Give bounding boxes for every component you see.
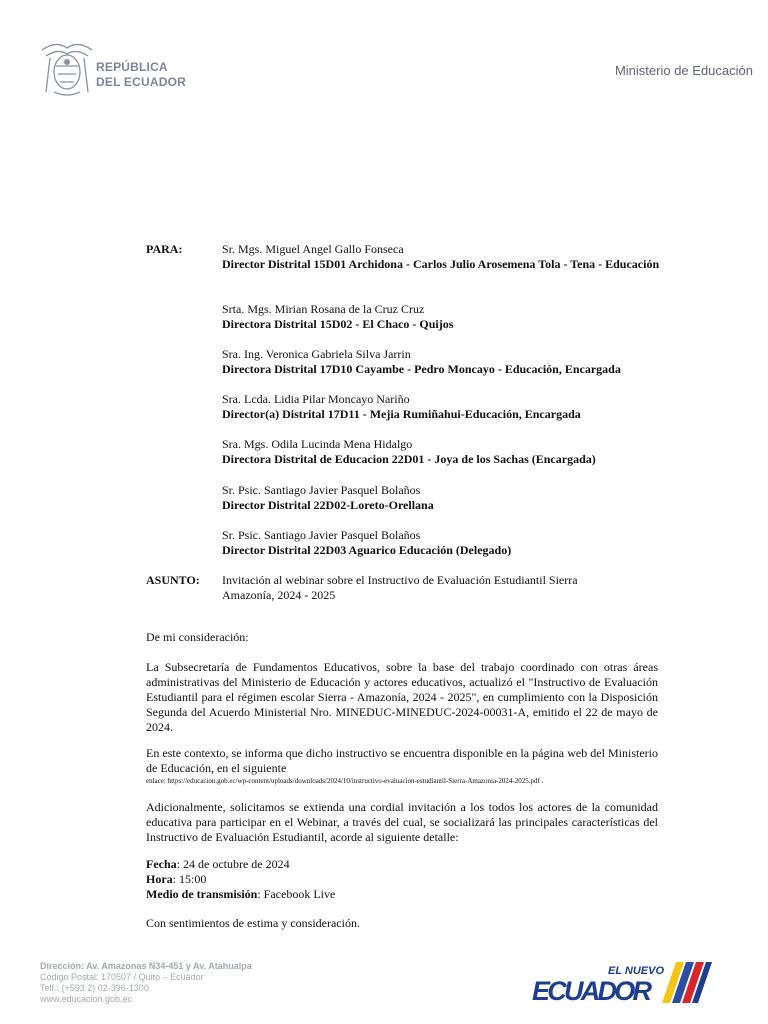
paragraph-2-text: En este contexto, se informa que dicho instructivo se encuentra disponible en la página web del Ministerio de Educación, en el siguiente [146, 746, 658, 775]
recipient-title: Director(a) Distrital 17D11 - Mejia Rumiñahui-Educación, Encargada [222, 407, 581, 421]
recipient-2 [222, 302, 662, 332]
coat-of-arms-logo [36, 36, 98, 98]
hora-value: : 15:00 [172, 872, 207, 886]
closing: Con sentimientos de estima y consideración. [146, 916, 360, 930]
brand-big-text: ECUADOR [532, 976, 652, 1006]
para-label: PARA: [146, 242, 183, 256]
recipient-name: Sra. Lcda. Lidia Pilar Moncayo Nariño [222, 392, 410, 406]
republic-line-1: REPÚBLICA [96, 60, 168, 74]
address-line: Dirección: Av. Amazonas N34-451 y Av. Atahualpa [40, 961, 252, 971]
medio-line [146, 887, 335, 902]
webinar-details [146, 857, 335, 902]
recipient-name: Sr. Psic. Santiago Javier Pasquel Bolaños [222, 528, 421, 542]
recipient-6 [222, 483, 662, 513]
recipient-name: Sra. Ing. Veronica Gabriela Silva Jarrin [222, 347, 411, 361]
fecha-line [146, 857, 335, 872]
recipient-title: Directora Distrital 17D10 Cayambe - Pedro Moncayo - Educación, Encargada [222, 362, 621, 376]
medio-value: : Facebook Live [257, 887, 336, 901]
footer-address [40, 961, 252, 1005]
phone-line: Telf.: (+593 2) 02-396-1300 [40, 983, 149, 993]
recipient-title: Director Distrital 22D02-Loreto-Orellana [222, 498, 434, 512]
recipient-name: Sr. Mgs. Miguel Angel Gallo Fonseca [222, 242, 404, 256]
instructivo-link[interactable]: enlace: https://educacion.gob.ec/wp-content/uploads/downloads/2024/10/instructivo-evaluacion-estudiantil-Sierra-Amazonia-2024-2025.pdf . [146, 777, 544, 785]
recipient-5 [222, 437, 662, 467]
ministry-name: Ministerio de Educación [614, 63, 753, 78]
paragraph-3: Adicionalmente, solicitamos se extienda una cordial invitación a los todos los actores de la comunidad educativa para participar en el Webinar, a través del cual, se socializará las principales características del Instructivo de Evaluación Estudiantil, acorde al siguiente detalle: [146, 800, 658, 844]
brand-small-text: EL NUEVO [608, 965, 665, 977]
recipient-name: Sr. Psic. Santiago Javier Pasquel Bolaños [222, 483, 421, 497]
el-nuevo-ecuador-logo [530, 958, 715, 1008]
asunto-label: ASUNTO: [146, 573, 200, 587]
recipient-3 [222, 347, 662, 377]
paragraph-1: La Subsecretaría de Fundamentos Educativos, sobre la base del trabajo coordinado con otras áreas administrativas del Ministerio de Educación y actores educativos, actualizó el "Instructivo de Evaluación Estudiantil para el régimen escolar Sierra - Amazonía, 2024 - 2025", en cumplimiento con la Disposición Segunda del Acuerdo Ministerial Nro. MINEDUC-MINEDUC-2024-00031-A, emitido el 22 de mayo de 2024. [146, 660, 658, 734]
recipient-title: Director Distrital 22D03 Aguarico Educación (Delegado) [222, 543, 512, 557]
recipient-title: Directora Distrital de Educacion 22D01 - Joya de los Sachas (Encargada) [222, 452, 596, 466]
recipient-name: Srta. Mgs. Mirian Rosana de la Cruz Cruz [222, 302, 425, 316]
recipient-title: Directora Distrital 15D02 - El Chaco - Quijos [222, 317, 454, 331]
web-line[interactable]: www.educacion.gob.ec [40, 994, 133, 1004]
medio-label: Medio de transmisión [146, 887, 258, 901]
fecha-value: : 24 de octubre de 2024 [176, 857, 290, 871]
paragraph-2 [146, 746, 658, 786]
greeting: De mi consideración: [146, 630, 249, 644]
recipient-name: Sra. Mgs. Odila Lucinda Mena Hidalgo [222, 437, 413, 451]
recipient-1 [222, 242, 662, 272]
republic-line-2: DEL ECUADOR [96, 75, 186, 89]
recipient-title: Director Distrital 15D01 Archidona - Carlos Julio Arosemena Tola - Tena - Educación [222, 257, 660, 271]
republic-wordmark [96, 60, 186, 90]
asunto-text: Invitación al webinar sobre el Instructivo de Evaluación Estudiantil Sierra Amazonía, 2024 - 2025 [222, 573, 578, 602]
hora-label: Hora [146, 872, 173, 886]
hora-line [146, 872, 335, 887]
recipient-4 [222, 392, 662, 422]
fecha-label: Fecha [146, 857, 177, 871]
recipient-7 [222, 528, 662, 558]
postal-line: Código Postal: 170507 / Quito – Ecuador [40, 972, 204, 982]
